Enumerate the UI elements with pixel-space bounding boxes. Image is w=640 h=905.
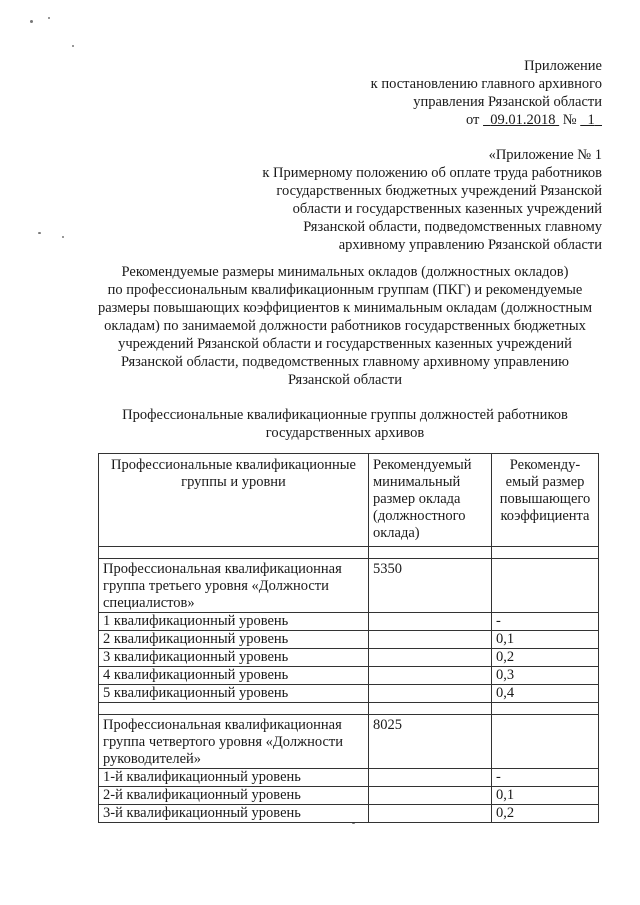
appendix-ref-line: Рязанской области, подведомственных главному — [303, 219, 602, 235]
group-salary: 8025 — [369, 715, 492, 769]
coef-cell: 0,2 — [492, 805, 599, 823]
salary-cell — [369, 787, 492, 805]
table-spacer-row — [99, 703, 599, 715]
table-row — [99, 613, 599, 631]
salary-cell — [369, 613, 492, 631]
title-line: окладам) по занимаемой должности работников государственных бюджетных — [104, 318, 586, 334]
scan-speck — [72, 45, 74, 47]
title-line: по профессиональным квалификационным группам (ПКГ) и рекомендуемые — [107, 282, 583, 298]
salary-cell — [369, 685, 492, 703]
title-line: Рязанской области, подведомственных главному архивному управлению — [120, 354, 570, 370]
salary-cell — [369, 769, 492, 787]
scan-speck — [30, 20, 33, 23]
salary-cell — [369, 805, 492, 823]
date-prefix: от — [466, 112, 480, 128]
table-spacer-row — [99, 547, 599, 559]
salary-cell — [369, 667, 492, 685]
table-row — [99, 787, 599, 805]
salary-cell — [369, 649, 492, 667]
table-row — [99, 805, 599, 823]
scan-speck — [48, 17, 50, 19]
group-name: Профессиональная квалификационная группа третьего уровня «Должности специалистов» — [99, 559, 369, 613]
group-name: Профессиональная квалификационная группа четвертого уровня «Должности руководителей» — [99, 715, 369, 769]
coef-cell: 0,1 — [492, 787, 599, 805]
title-line: Рязанской области — [288, 372, 402, 388]
table-row — [99, 769, 599, 787]
coef-cell: - — [492, 613, 599, 631]
coef-cell: 0,2 — [492, 649, 599, 667]
salary-table — [98, 453, 599, 823]
level-cell: 5 квалификационный уровень — [99, 685, 369, 703]
appendix-date-line — [371, 111, 602, 129]
table-row — [99, 667, 599, 685]
appendix-ref-line: государственных бюджетных учреждений Рязанской — [276, 183, 602, 199]
level-cell: 4 квалификационный уровень — [99, 667, 369, 685]
appendix-ref-line: области и государственных казенных учреждений — [292, 201, 602, 217]
appendix-line: Приложение — [524, 58, 602, 74]
title-line: Рекомендуемые размеры минимальных окладов (должностных окладов) — [121, 264, 569, 280]
table-row — [99, 649, 599, 667]
coef-cell: - — [492, 769, 599, 787]
appendix-line: к постановлению главного архивного — [370, 76, 602, 92]
table-group-row — [99, 559, 599, 613]
table-row — [99, 631, 599, 649]
decree-number: 1 — [587, 112, 595, 128]
level-cell: 2-й квалификационный уровень — [99, 787, 369, 805]
appendix-ref-line: «Приложение № 1 — [488, 147, 602, 163]
level-cell: 3 квалификационный уровень — [99, 649, 369, 667]
appendix-ref-line: к Примерному положению об оплате труда работников — [262, 165, 602, 181]
header-min-salary: Рекомендуемый минимальный размер оклада (должностного оклада) — [369, 454, 492, 547]
document-title — [90, 263, 600, 389]
appendix-ref-line: архивному управлению Рязанской области — [338, 237, 602, 253]
appendix-reference — [262, 146, 602, 254]
level-cell: 1 квалификационный уровень — [99, 613, 369, 631]
group-coef — [492, 715, 599, 769]
table-header-row — [99, 454, 599, 547]
level-cell: 1-й квалификационный уровень — [99, 769, 369, 787]
title-line: размеры повышающих коэффициентов к минимальным окладам (должностным — [97, 300, 593, 316]
table-row — [99, 685, 599, 703]
appendix-header — [371, 57, 602, 129]
header-groups-levels: Профессиональные квалификационные группы и уровни — [99, 454, 369, 547]
salary-cell — [369, 631, 492, 649]
header-coefficient: Рекоменду-емый размер повышающего коэффициента — [492, 454, 599, 547]
title-line: учреждений Рязанской области и государственных казенных учреждений — [118, 336, 572, 352]
section-subtitle — [90, 406, 600, 442]
group-coef — [492, 559, 599, 613]
coef-cell: 0,4 — [492, 685, 599, 703]
scan-speck — [62, 236, 64, 238]
number-prefix: № — [562, 112, 577, 128]
decree-date: 09.01.2018 — [490, 112, 556, 128]
coef-cell: 0,3 — [492, 667, 599, 685]
table-group-row — [99, 715, 599, 769]
level-cell: 2 квалификационный уровень — [99, 631, 369, 649]
subtitle-line: Профессиональные квалификационные группы должностей работников — [122, 407, 568, 423]
scan-speck — [38, 232, 41, 234]
group-salary: 5350 — [369, 559, 492, 613]
coef-cell: 0,1 — [492, 631, 599, 649]
appendix-line: управления Рязанской области — [413, 94, 602, 110]
subtitle-line: государственных архивов — [265, 425, 425, 441]
level-cell: 3-й квалификационный уровень — [99, 805, 369, 823]
